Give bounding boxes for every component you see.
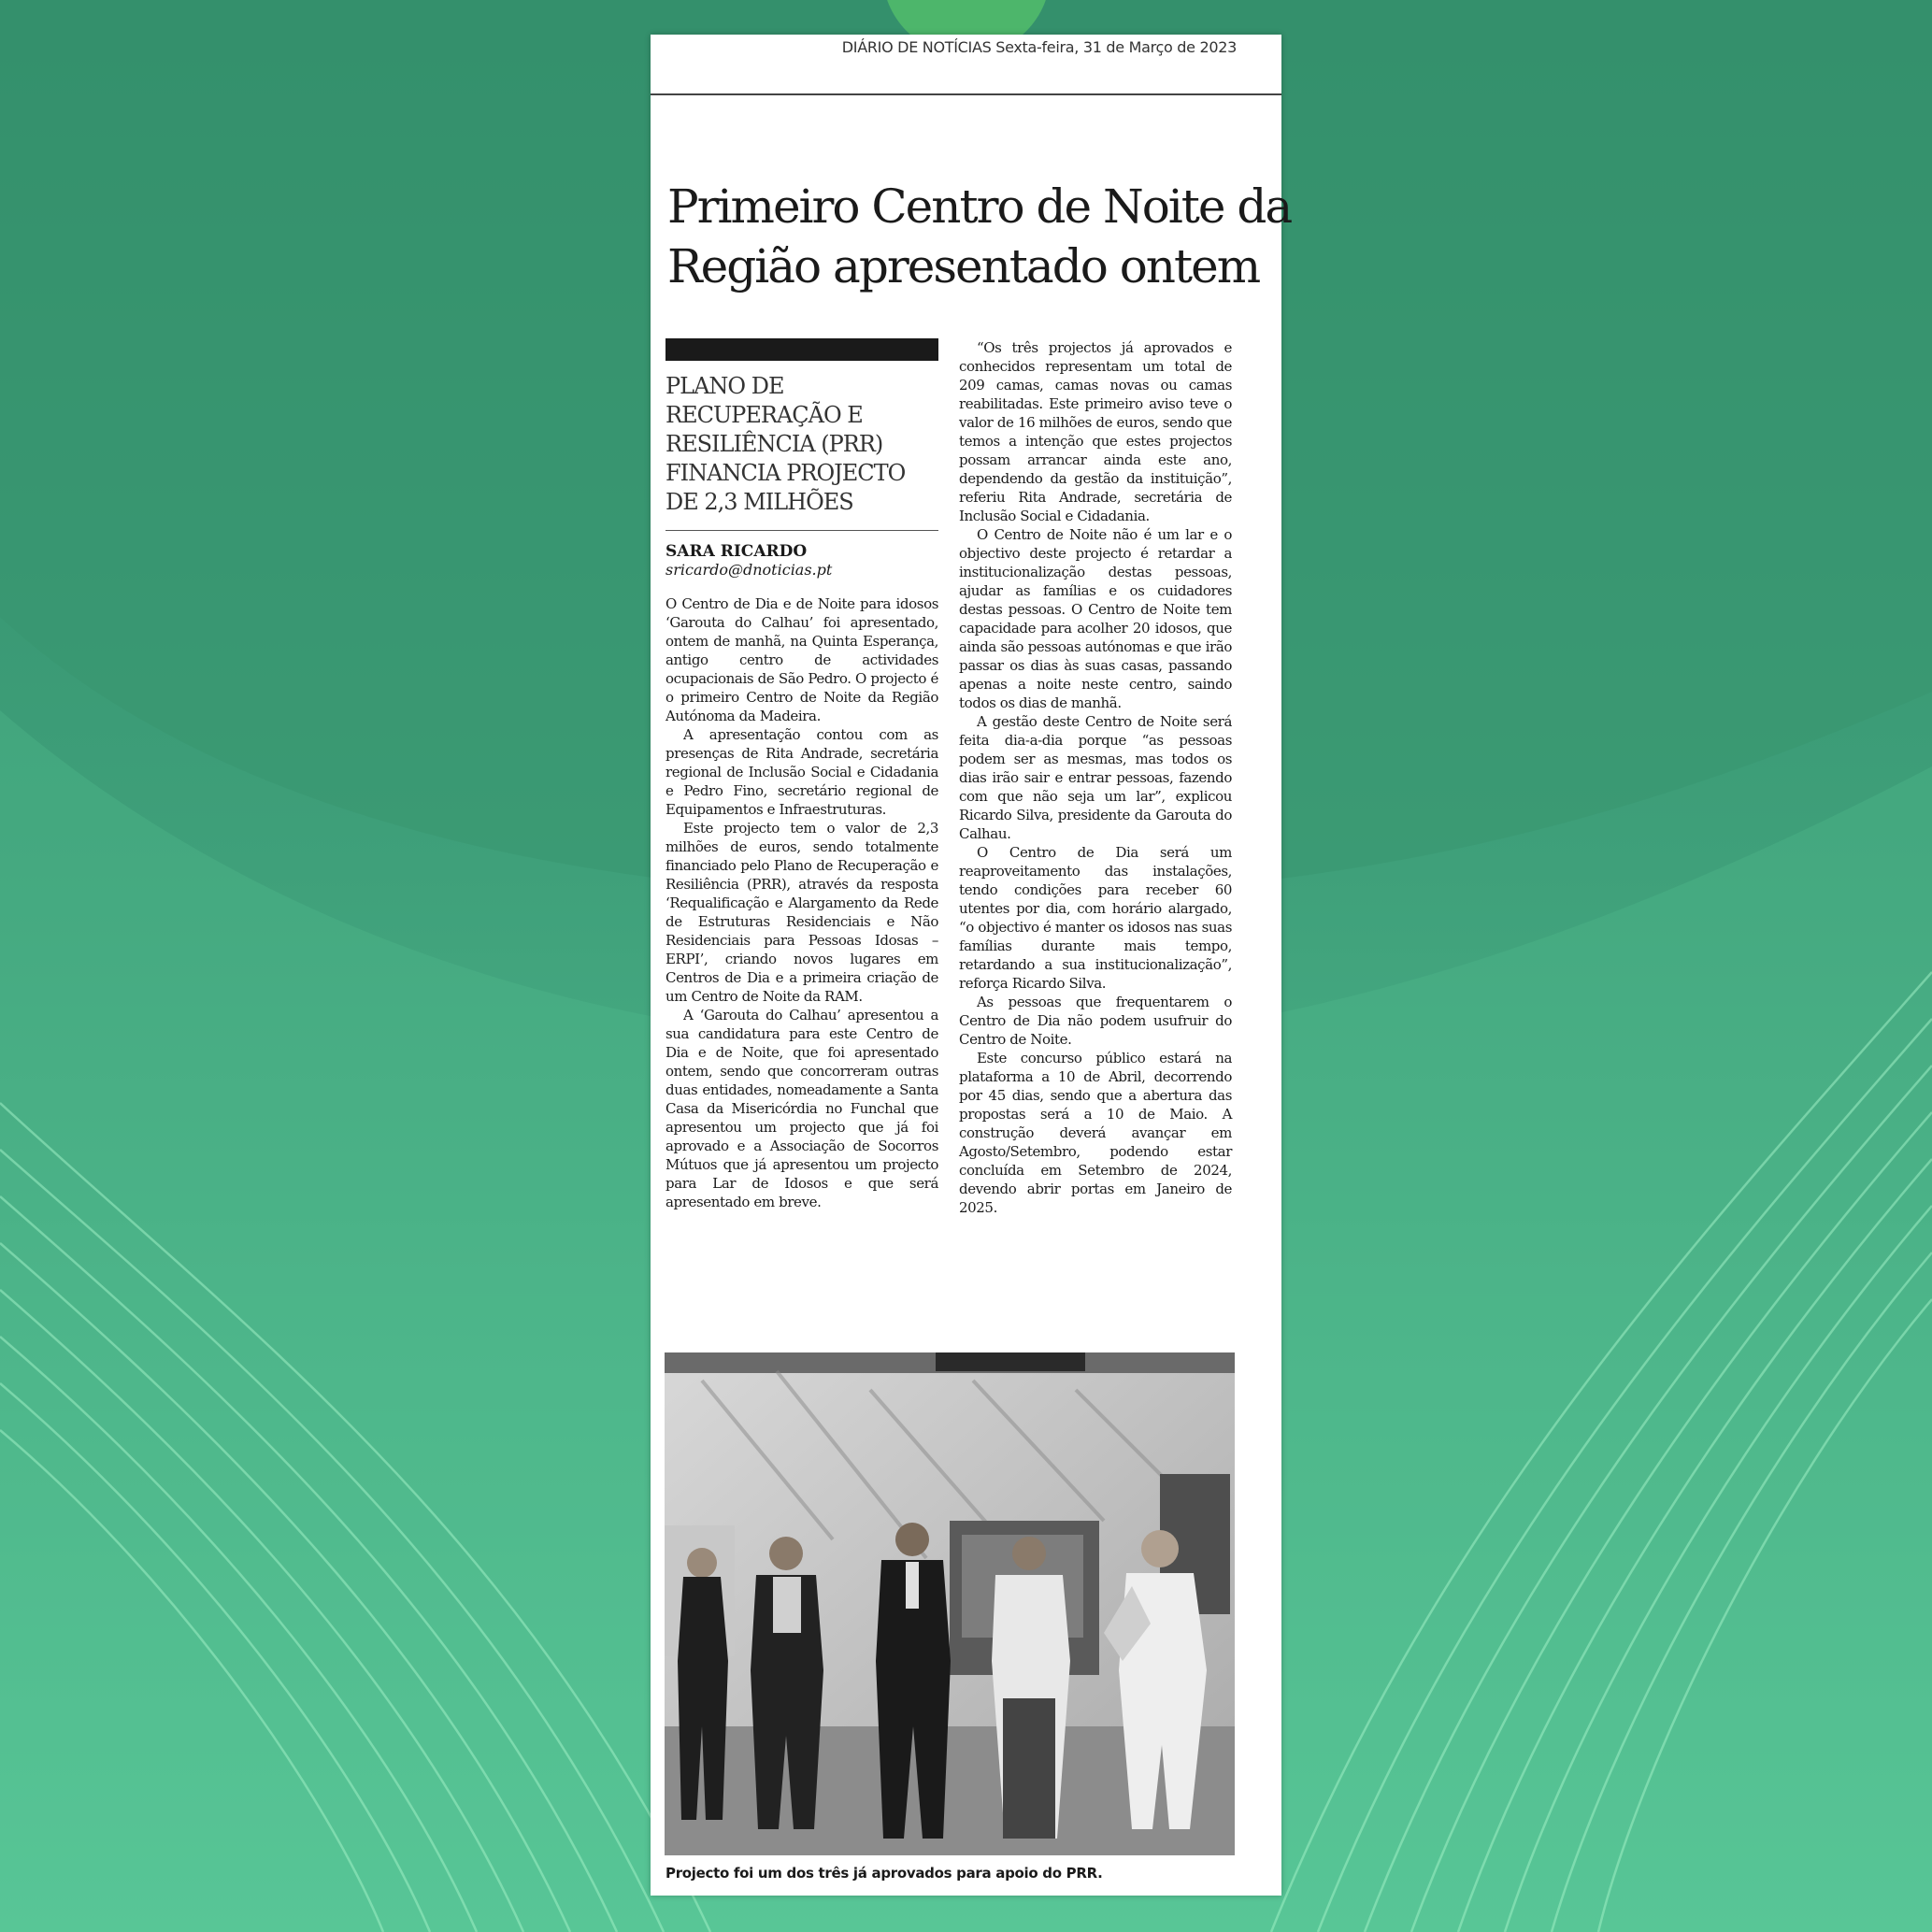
right-paragraph: Este concurso público estará na plataforma a 10 de Abril, decorrendo por 45 dias, sendo que a abertura das propostas será a 10 de Maio. A construção deverá avançar em Agosto/Setembro, podendo estar concluída em Setembro de 2024, devendo abrir portas em Janeiro de 2025. [959, 1050, 1232, 1216]
right-paragraph: “Os três projectos já aprovados e conhecidos representam um total de 209 camas, camas novas ou camas reabilitadas. Este primeiro aviso teve o valor de 16 milhões de euros, sendo que temos a intenção que estes projectos possam arrancar ainda este ano, dependendo da gestão da instituição”, referiu Rita Andrade, secretária de Inclusão Social e Cidadania. [959, 339, 1232, 524]
headline [667, 177, 1292, 296]
left-paragraph: Este projecto tem o valor de 2,3 milhões de euros, sendo totalmente financiado pelo Plano de Recuperação e Resiliência (PRR), através da resposta ‘Requalificação e Alargamento da Rede de Estruturas Residenciais e Não Residenciais para Pessoas Idosas – ERPI’, criando novos lugares em Centros de Dia e a primeira criação de um Centro de Noite da RAM. [665, 820, 938, 1005]
photo-caption: Projecto foi um dos três já aprovados para apoio do PRR. [665, 1865, 1103, 1882]
right-paragraph: O Centro de Dia será um reaproveitamento das instalações, tendo condições para receber 60 utentes por dia, com horário alargado, “o objectivo é manter os idosos nas suas famílias durante mais tempo, retardando a sua institucionalização”, reforça Ricardo Silva. [959, 844, 1232, 992]
author-email: sricardo@dnoticias.pt [665, 561, 833, 579]
right-paragraph: A gestão deste Centro de Noite será feita dia-a-dia porque “as pessoas podem ser as mesmas, mas todos os dias irão sair e entrar pessoas, fazendo com que não seja um lar”, explicou Ricardo Silva, presidente da Garouta do Calhau. [959, 713, 1232, 842]
group-photo [665, 1352, 1235, 1855]
person-4 [992, 1537, 1070, 1839]
left-paragraph: A apresentação contou com as presenças de Rita Andrade, secretária regional de Inclusão Social e Cidadania e Pedro Fino, secretário regional de Equipamentos e Infraestruturas. [665, 726, 938, 818]
subheadline: PLANO DE RECUPERAÇÃO E RESILIÊNCIA (PRR) FINANCIA PROJECTO DE 2,3 MILHÕES [665, 373, 906, 515]
masthead: DIÁRIO DE NOTÍCIAS Sexta-feira, 31 de Março de 2023 [841, 38, 1237, 56]
newspaper-clipping [651, 35, 1292, 1896]
author-name: SARA RICARDO [665, 542, 808, 561]
left-column [665, 304, 938, 1211]
black-bar [665, 338, 938, 361]
left-paragraph: A ‘Garouta do Calhau’ apresentou a sua candidatura para este Centro de Dia e de Noite, que foi apresentado ontem, sendo que concorreram outras duas entidades, nomeadamente a Santa Casa da Misericórdia no Funchal que apresentou um projecto que já foi aprovado e a Associação de Socorros Mútuos que já apresentou um projecto para Lar de Idosos e que será apresentado em breve. [665, 1007, 938, 1210]
right-paragraph: As pessoas que frequentarem o Centro de Dia não podem usufruir do Centro de Noite. [959, 994, 1232, 1048]
headline-line-1: Primeiro Centro de Noite da [667, 179, 1292, 234]
top-rule [651, 93, 1281, 95]
left-paragraph: O Centro de Dia e de Noite para idosos ‘Garouta do Calhau’ foi apresentado, ontem de manhã, na Quinta Esperança, antigo centro de actividades ocupacionais de São Pedro. O projecto é o primeiro Centro de Noite da Região Autónoma da Madeira. [665, 595, 938, 724]
right-column [959, 304, 1232, 1217]
right-paragraph: O Centro de Noite não é um lar e o objectivo deste projecto é retardar a institucionalização destas pessoas, ajudar as famílias e os cuidadores destas pessoas. O Centro de Noite tem capacidade para acolher 20 idosos, que ainda são pessoas autónomas e que irão passar os dias às suas casas, passando apenas a noite neste centro, saindo todos os dias de manhã. [959, 526, 1232, 711]
subhead-rule [665, 530, 938, 531]
headline-line-2: Região apresentado ontem [667, 239, 1260, 293]
